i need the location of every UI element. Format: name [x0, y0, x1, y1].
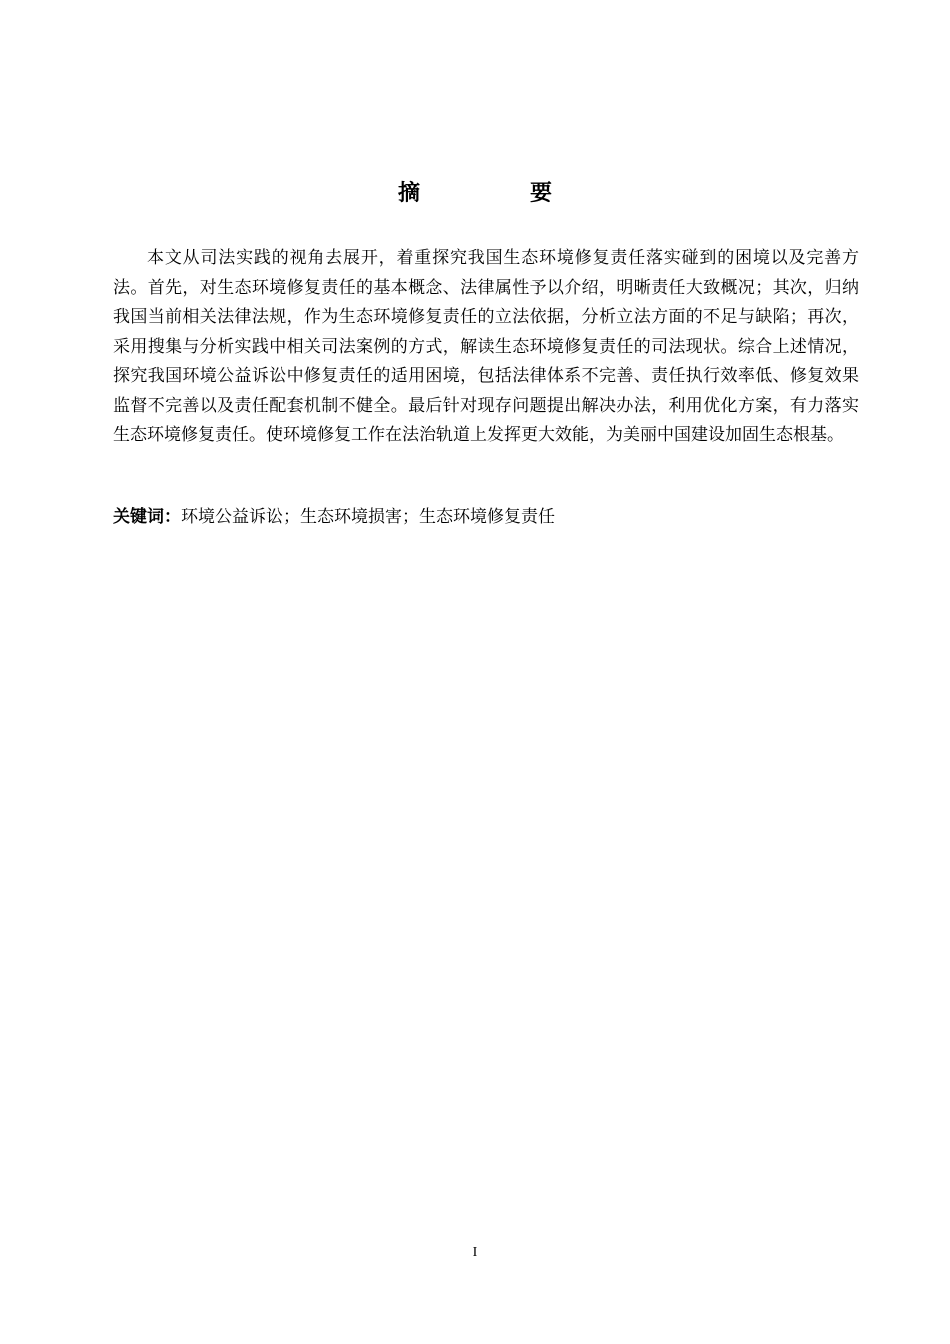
abstract-title: 摘 要: [397, 181, 596, 206]
keywords-label: 关键词：: [113, 507, 181, 527]
page-number: I: [472, 1245, 478, 1260]
keywords-line: [113, 503, 859, 533]
keywords-text: 环境公益诉讼；生态环境损害；生态环境修复责任: [181, 507, 555, 527]
abstract-body: 本文从司法实践的视角去展开，着重探究我国生态环境修复责任落实碰到的困境以及完善方法。首先，对生态环境修复责任的基本概念、法律属性予以介绍，明晰责任大致概况；其次，归纳我国当前相关法律法规，作为生态环境修复责任的立法依据，分析立法方面的不足与缺陷；再次，采用搜集与分析实践中相关司法案例的方式，解读生态环境修复责任的司法现状。综合上述情况，探究我国环境公益诉讼中修复责任的适用困境，包括法律体系不完善、责任执行效率低、修复效果监督不完善以及责任配套机制不健全。最后针对现存问题提出解决办法，利用优化方案，有力落实生态环境修复责任。使环境修复工作在法治轨道上发挥更大效能，为美丽中国建设加固生态根基。: [113, 248, 859, 445]
